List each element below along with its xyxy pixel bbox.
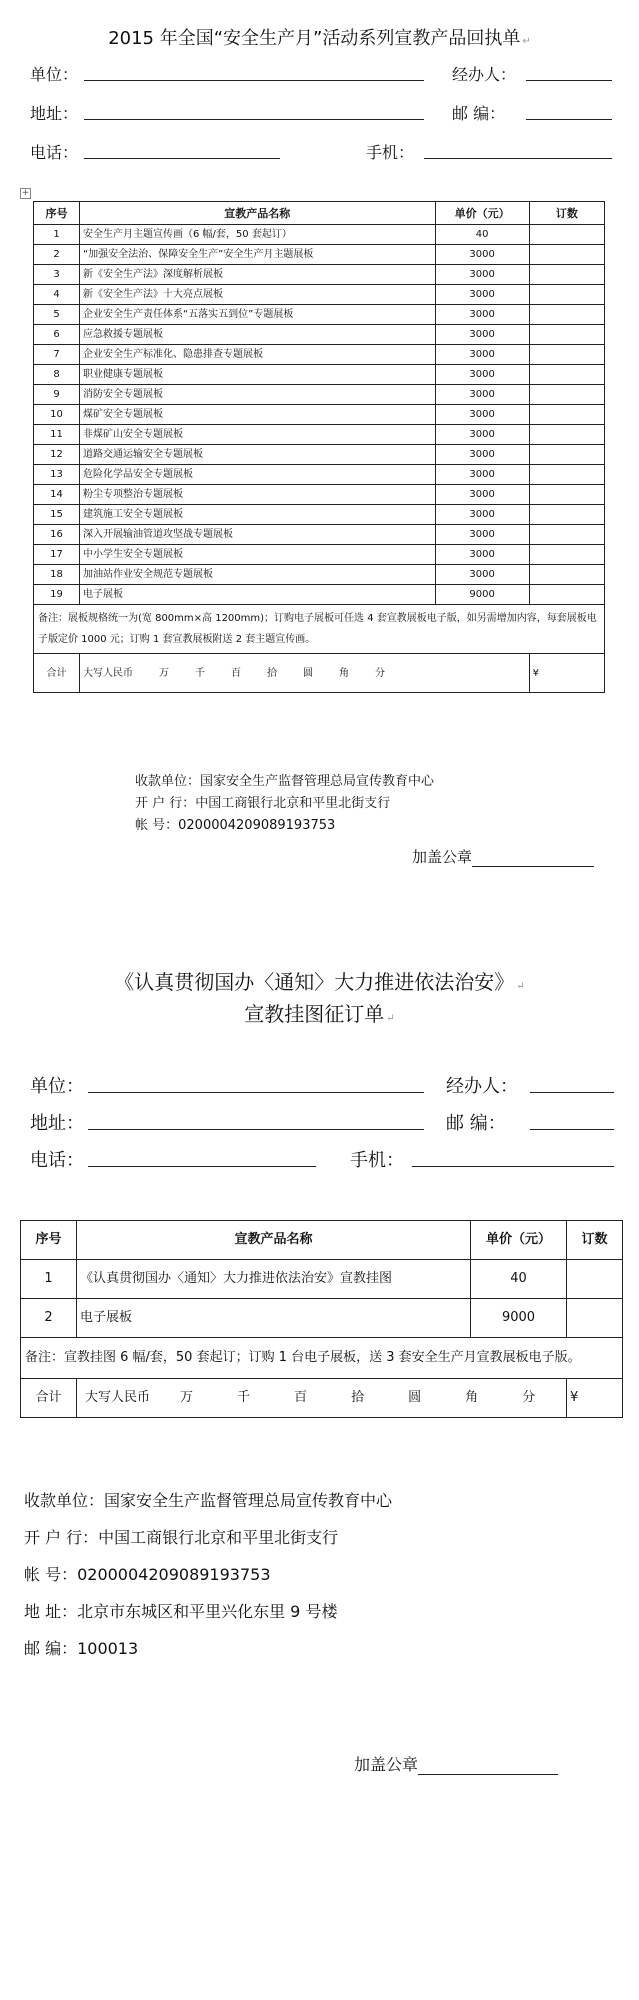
header-price: 单价（元） bbox=[435, 202, 529, 225]
row-price: 40 bbox=[471, 1260, 567, 1299]
amount-word: 拾 bbox=[267, 667, 277, 679]
row-qty[interactable] bbox=[529, 465, 604, 485]
form2-address: 地 址：北京市东城区和平里兴化东里 9 号楼 bbox=[24, 1602, 338, 1621]
amount-word: 角 bbox=[465, 1390, 479, 1405]
row-no: 10 bbox=[34, 405, 80, 425]
row-no: 4 bbox=[34, 285, 80, 305]
form1-amount-words[interactable] bbox=[80, 654, 530, 693]
row-price: 3000 bbox=[435, 305, 529, 325]
table-row bbox=[34, 265, 605, 285]
row-price: 3000 bbox=[435, 365, 529, 385]
form1-phone-field[interactable] bbox=[84, 140, 280, 159]
table-row bbox=[34, 425, 605, 445]
table-row bbox=[34, 245, 605, 265]
row-qty[interactable] bbox=[529, 285, 604, 305]
row-qty[interactable] bbox=[529, 505, 604, 525]
table-row bbox=[34, 345, 605, 365]
form1-unit-label: 单位： bbox=[30, 65, 79, 84]
row-no: 13 bbox=[34, 465, 80, 485]
form2-unit-label: 单位： bbox=[30, 1076, 84, 1097]
row-no: 2 bbox=[34, 245, 80, 265]
row-price: 9000 bbox=[435, 585, 529, 605]
form2-mobile-field[interactable] bbox=[412, 1148, 614, 1167]
header-qty: 订数 bbox=[567, 1221, 623, 1260]
row-price: 3000 bbox=[435, 425, 529, 445]
form1-unit-field[interactable] bbox=[84, 62, 424, 81]
form1-bank: 开 户 行：中国工商银行北京和平里北街支行 bbox=[135, 796, 391, 811]
amount-word: 圆 bbox=[303, 667, 313, 679]
row-no: 6 bbox=[34, 325, 80, 345]
row-qty[interactable] bbox=[529, 565, 604, 585]
form1-address-label: 地址： bbox=[30, 104, 79, 123]
form2-title-line2: 宣教挂图征订单 ↵ bbox=[244, 1002, 395, 1026]
row-price: 3000 bbox=[435, 505, 529, 525]
row-qty[interactable] bbox=[567, 1260, 623, 1299]
table-row bbox=[34, 445, 605, 465]
form1-order-table bbox=[33, 201, 605, 693]
header-name: 宣教产品名称 bbox=[77, 1221, 471, 1260]
header-no: 序号 bbox=[21, 1221, 77, 1260]
form1-payee: 收款单位：国家安全生产监督管理总局宣传教育中心 bbox=[135, 774, 435, 789]
row-name: 深入开展输油管道攻坚战专题展板 bbox=[80, 525, 436, 545]
row-no: 2 bbox=[21, 1299, 77, 1338]
row-qty[interactable] bbox=[529, 245, 604, 265]
form2-row-address bbox=[0, 1109, 639, 1135]
form1-seal-label: 加盖公章 bbox=[412, 848, 473, 866]
form2-order-table bbox=[20, 1220, 623, 1418]
form1-mobile-label: 手机： bbox=[366, 143, 415, 162]
form1-account: 帐 号：0200004209089193753 bbox=[135, 818, 336, 833]
form2-phone-field[interactable] bbox=[88, 1148, 316, 1167]
form1-table-header bbox=[34, 202, 605, 225]
row-name: 电子展板 bbox=[77, 1299, 471, 1338]
row-qty[interactable] bbox=[567, 1299, 623, 1338]
form2-handler-field[interactable] bbox=[530, 1074, 614, 1093]
row-no: 14 bbox=[34, 485, 80, 505]
row-name: 中小学生安全专题展板 bbox=[80, 545, 436, 565]
row-no: 1 bbox=[21, 1260, 77, 1299]
amount-word: 万 bbox=[159, 667, 169, 679]
form1-row-unit bbox=[0, 62, 639, 88]
amount-word: 大写人民币 bbox=[83, 667, 133, 679]
row-no: 11 bbox=[34, 425, 80, 445]
form1-phone-label: 电话： bbox=[30, 143, 79, 162]
amount-word: 分 bbox=[522, 1390, 536, 1405]
table-row bbox=[34, 325, 605, 345]
row-price: 3000 bbox=[435, 445, 529, 465]
row-qty[interactable] bbox=[529, 385, 604, 405]
form1-total-label: 合计 bbox=[34, 654, 80, 693]
row-name: 职业健康专题展板 bbox=[80, 365, 436, 385]
amount-word: 拾 bbox=[351, 1390, 365, 1405]
form1-postcode-field[interactable] bbox=[526, 101, 612, 120]
form2-total-label: 合计 bbox=[21, 1379, 77, 1418]
row-price: 3000 bbox=[435, 345, 529, 365]
form2-row-unit bbox=[0, 1072, 639, 1098]
row-price: 3000 bbox=[435, 545, 529, 565]
row-qty[interactable] bbox=[529, 345, 604, 365]
form1-title: 2015 年全国“安全生产月”活动系列宣教产品回执单 ↵ bbox=[108, 28, 531, 49]
row-name: 非煤矿山安全专题展板 bbox=[80, 425, 436, 445]
form1-seal[interactable] bbox=[412, 846, 594, 867]
row-qty[interactable] bbox=[529, 425, 604, 445]
form2-address-field[interactable] bbox=[88, 1111, 424, 1130]
form1-note-row bbox=[34, 605, 605, 654]
amount-word: 千 bbox=[237, 1390, 251, 1405]
row-name: 危险化学品安全专题展板 bbox=[80, 465, 436, 485]
table-row bbox=[34, 565, 605, 585]
form1-postcode-label: 邮 编： bbox=[452, 104, 506, 123]
row-qty[interactable] bbox=[529, 405, 604, 425]
table-row bbox=[34, 505, 605, 525]
table-row bbox=[34, 385, 605, 405]
row-price: 3000 bbox=[435, 265, 529, 285]
table-row bbox=[21, 1260, 623, 1299]
row-qty[interactable] bbox=[529, 365, 604, 385]
form2-postcode-field[interactable] bbox=[530, 1111, 614, 1130]
form2-postcode: 邮 编：100013 bbox=[24, 1639, 139, 1658]
form2-total-row bbox=[21, 1379, 623, 1418]
form2-account: 帐 号：0200004209089193753 bbox=[24, 1565, 271, 1584]
row-price: 3000 bbox=[435, 465, 529, 485]
row-no: 5 bbox=[34, 305, 80, 325]
row-name: 粉尘专项整治专题展板 bbox=[80, 485, 436, 505]
amount-word: 千 bbox=[195, 667, 205, 679]
table-row bbox=[34, 465, 605, 485]
form1-handler-field[interactable] bbox=[526, 62, 612, 81]
row-qty[interactable] bbox=[529, 545, 604, 565]
row-no: 15 bbox=[34, 505, 80, 525]
row-name: 新《安全生产法》十大亮点展板 bbox=[80, 285, 436, 305]
table-row bbox=[34, 545, 605, 565]
row-no: 3 bbox=[34, 265, 80, 285]
row-name: 建筑施工安全专题展板 bbox=[80, 505, 436, 525]
row-price: 3000 bbox=[435, 385, 529, 405]
form2-row-phone bbox=[0, 1146, 639, 1172]
row-no: 12 bbox=[34, 445, 80, 465]
row-name: 企业安全生产责任体系“五落实五到位”专题展板 bbox=[80, 305, 436, 325]
form1-note: 备注：展板规格统一为(宽 800mm×高 1200mm)；订购电子展板可任选 4 套宣教展板电子版，如另需增加内容，每套展板电子版定价 1000 元；订购 1 套宣教展板附送 2 套主题宣传画。 bbox=[34, 605, 605, 654]
row-qty[interactable] bbox=[529, 445, 604, 465]
row-no: 1 bbox=[34, 225, 80, 245]
row-name: “加强安全法治、保障安全生产”安全生产月主题展板 bbox=[80, 245, 436, 265]
amount-word: 万 bbox=[180, 1390, 194, 1405]
row-price: 3000 bbox=[435, 565, 529, 585]
form2-address-label: 地址： bbox=[30, 1113, 84, 1134]
form1-currency[interactable]: ¥ bbox=[529, 654, 604, 693]
form2-currency[interactable]: ¥ bbox=[567, 1379, 623, 1418]
form1-row-phone bbox=[0, 140, 639, 166]
row-name: 应急救援专题展板 bbox=[80, 325, 436, 345]
row-name: 新《安全生产法》深度解析展板 bbox=[80, 265, 436, 285]
row-no: 8 bbox=[34, 365, 80, 385]
table-move-handle-icon[interactable]: + bbox=[21, 188, 30, 198]
row-qty[interactable] bbox=[529, 485, 604, 505]
form1-handler-label: 经办人： bbox=[452, 65, 517, 84]
form2-seal-line bbox=[418, 1758, 558, 1775]
row-name: 企业安全生产标准化、隐患排查专题展板 bbox=[80, 345, 436, 365]
row-name: 消防安全专题展板 bbox=[80, 385, 436, 405]
table-row bbox=[34, 365, 605, 385]
row-name: 安全生产月主题宣传画（6 幅/套，50 套起订） bbox=[80, 225, 436, 245]
row-price: 3000 bbox=[435, 405, 529, 425]
amount-word: 分 bbox=[375, 667, 385, 679]
row-name: 《认真贯彻国办〈通知〉大力推进依法治安》宣教挂图 bbox=[77, 1260, 471, 1299]
row-price: 3000 bbox=[435, 285, 529, 305]
table-row bbox=[34, 285, 605, 305]
header-name: 宣教产品名称 bbox=[80, 202, 436, 225]
form2-payee: 收款单位：国家安全生产监督管理总局宣传教育中心 bbox=[24, 1491, 393, 1510]
form2-table-header bbox=[21, 1221, 623, 1260]
row-price: 9000 bbox=[471, 1299, 567, 1338]
form2-postcode-label: 邮 编： bbox=[446, 1113, 506, 1134]
row-qty[interactable] bbox=[529, 585, 604, 605]
form2-amount-words[interactable] bbox=[77, 1379, 567, 1418]
form2-bank: 开 户 行：中国工商银行北京和平里北街支行 bbox=[24, 1528, 339, 1547]
header-no: 序号 bbox=[34, 202, 80, 225]
row-qty[interactable] bbox=[529, 325, 604, 345]
table-row bbox=[34, 585, 605, 605]
amount-word: 百 bbox=[231, 667, 241, 679]
row-qty[interactable] bbox=[529, 305, 604, 325]
form2-handler-label: 经办人： bbox=[446, 1076, 518, 1097]
header-qty: 订数 bbox=[529, 202, 604, 225]
row-name: 道路交通运输安全专题展板 bbox=[80, 445, 436, 465]
row-no: 9 bbox=[34, 385, 80, 405]
form2-mobile-label: 手机： bbox=[350, 1150, 404, 1171]
row-name: 煤矿安全专题展板 bbox=[80, 405, 436, 425]
row-name: 加油站作业安全规范专题展板 bbox=[80, 565, 436, 585]
amount-word: 大写人民币 bbox=[85, 1390, 151, 1405]
amount-word: 圆 bbox=[408, 1390, 422, 1405]
row-price: 3000 bbox=[435, 325, 529, 345]
row-price: 40 bbox=[435, 225, 529, 245]
form2-note: 备注：宣教挂图 6 幅/套，50 套起订；订购 1 台电子展板，送 3 套安全生产月宣教展板电子版。 bbox=[21, 1338, 623, 1379]
row-no: 7 bbox=[34, 345, 80, 365]
form2-seal[interactable] bbox=[354, 1752, 558, 1775]
form2-seal-label: 加盖公章 bbox=[354, 1755, 419, 1774]
row-price: 3000 bbox=[435, 485, 529, 505]
form2-phone-label: 电话： bbox=[30, 1150, 84, 1171]
form2-note-row bbox=[21, 1338, 623, 1379]
form1-mobile-field[interactable] bbox=[424, 140, 612, 159]
table-row bbox=[21, 1299, 623, 1338]
row-qty[interactable] bbox=[529, 265, 604, 285]
row-no: 16 bbox=[34, 525, 80, 545]
amount-word: 百 bbox=[294, 1390, 308, 1405]
row-no: 17 bbox=[34, 545, 80, 565]
table-row bbox=[34, 485, 605, 505]
form1-total-row bbox=[34, 654, 605, 693]
form2-unit-field[interactable] bbox=[88, 1074, 424, 1093]
row-price: 3000 bbox=[435, 245, 529, 265]
row-name: 电子展板 bbox=[80, 585, 436, 605]
table-row bbox=[34, 525, 605, 545]
form2-title-line1: 《认真贯彻国办〈通知〉大力推进依法治安》 ↵ bbox=[114, 970, 525, 994]
row-price: 3000 bbox=[435, 525, 529, 545]
table-row bbox=[34, 225, 605, 245]
form1-row-address bbox=[0, 101, 639, 127]
form1-address-field[interactable] bbox=[84, 101, 424, 120]
row-no: 18 bbox=[34, 565, 80, 585]
amount-word: 角 bbox=[339, 667, 349, 679]
row-qty[interactable] bbox=[529, 225, 604, 245]
form1-seal-line bbox=[472, 850, 594, 867]
header-price: 单价（元） bbox=[471, 1221, 567, 1260]
table-row bbox=[34, 405, 605, 425]
row-qty[interactable] bbox=[529, 525, 604, 545]
row-no: 19 bbox=[34, 585, 80, 605]
table-row bbox=[34, 305, 605, 325]
